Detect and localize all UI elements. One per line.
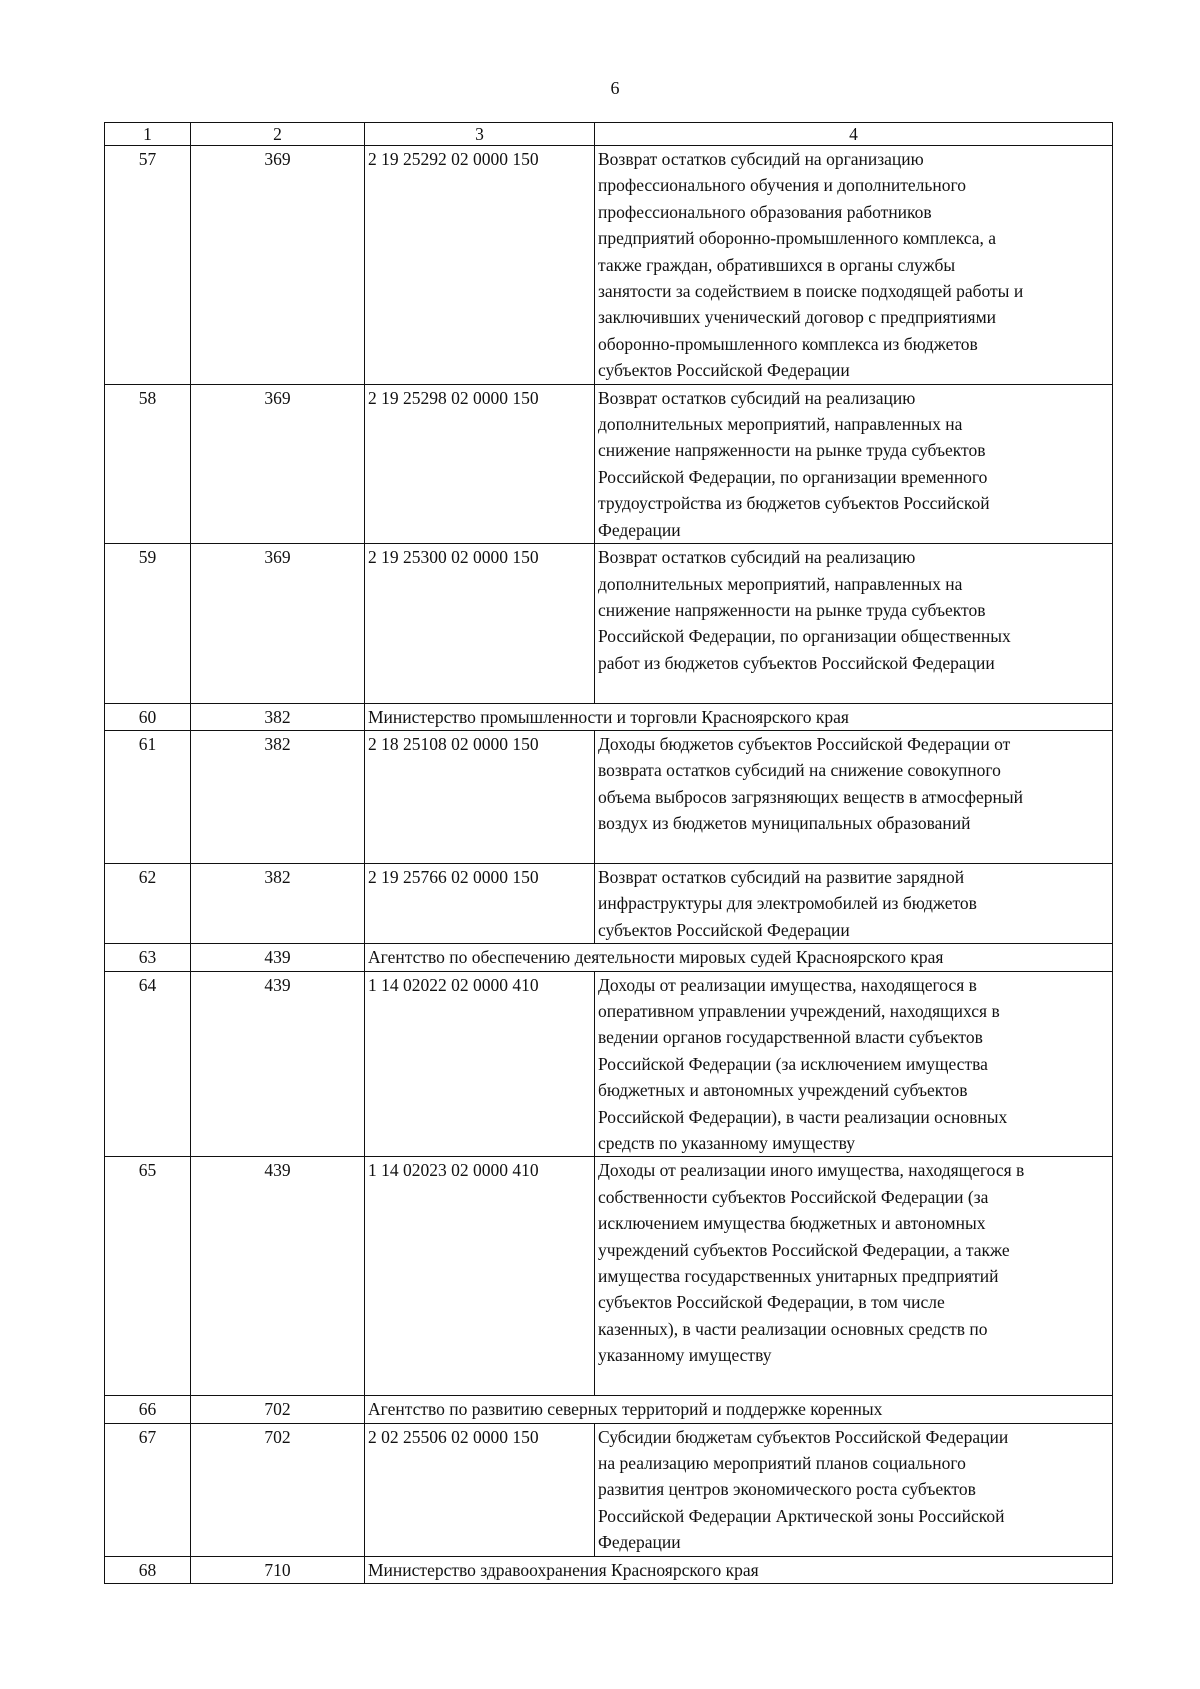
column-header-2: 2 (191, 123, 365, 146)
description-line: Возврат остатков субсидий на развитие зарядной (598, 866, 965, 887)
table-row (105, 703, 1113, 730)
revenue-description (595, 146, 1113, 385)
administrator-code: 702 (191, 1396, 365, 1423)
row-number: 64 (105, 971, 191, 1157)
description-line: Доходы от реализации иного имущества, находящегося в (598, 1160, 1025, 1181)
description-line: учреждений субъектов Российской Федерации, а также (598, 1239, 1010, 1260)
description-line: Российской Федерации (за исключением имущества (598, 1053, 988, 1074)
description-line: Возврат остатков субсидий на организацию (598, 149, 924, 169)
description-line: заключивших ученический договор с предприятиями (598, 307, 997, 328)
administrator-name: Агентство по обеспечению деятельности мировых судей Красноярского края (365, 944, 1113, 971)
description-line (598, 837, 1109, 863)
table-row (105, 384, 1113, 543)
table-row (105, 146, 1113, 385)
description-line: объема выбросов загрязняющих веществ в атмосферный (598, 786, 1024, 807)
description-line: инфраструктуры для электромобилей из бюджетов (598, 893, 977, 914)
description-line: воздух из бюджетов муниципальных образований (598, 813, 971, 834)
revenue-description (595, 971, 1113, 1157)
description-line: Федерации (598, 519, 681, 540)
row-number: 63 (105, 944, 191, 971)
description-line: профессионального обучения и дополнительного (598, 175, 966, 196)
description-line: работ из бюджетов субъектов Российской Федерации (598, 652, 995, 673)
budget-classification-code: 2 19 25292 02 0000 150 (365, 146, 595, 385)
description-line: Субсидии бюджетам субъектов Российской Федерации (598, 1426, 1009, 1447)
description-line: Российской Федерации), в части реализации основных (598, 1106, 1008, 1127)
revenue-codes-table (104, 122, 1113, 1584)
column-header-1: 1 (105, 123, 191, 146)
description-line: ведении органов государственной власти субъектов (598, 1027, 983, 1048)
description-line: развития центров экономического роста субъектов (598, 1479, 976, 1500)
page-number: 6 (610, 78, 620, 98)
revenue-description (595, 730, 1113, 863)
table-row (105, 863, 1113, 943)
description-line: казенных), в части реализации основных средств по (598, 1318, 988, 1339)
description-line: дополнительных мероприятий, направленных на (598, 573, 963, 594)
description-line: собственности субъектов Российской Федерации (за (598, 1186, 989, 1207)
revenue-description (595, 1157, 1113, 1396)
administrator-code: 439 (191, 1157, 365, 1396)
revenue-description (595, 544, 1113, 703)
administrator-code: 439 (191, 944, 365, 971)
description-line: указанному имуществу (598, 1345, 772, 1366)
description-line: Возврат остатков субсидий на реализацию (598, 387, 916, 408)
table-row (105, 1556, 1113, 1583)
budget-classification-code: 2 19 25766 02 0000 150 (365, 863, 595, 943)
description-line: возврата остатков субсидий на снижение совокупного (598, 760, 1001, 781)
description-line: Российской Федерации, по организации общественных (598, 626, 1011, 647)
administrator-code: 382 (191, 703, 365, 730)
row-number: 62 (105, 863, 191, 943)
column-header-3: 3 (365, 123, 595, 146)
budget-classification-code: 1 14 02022 02 0000 410 (365, 971, 595, 1157)
description-line: предприятий оборонно-промышленного комплекса, а (598, 228, 997, 249)
administrator-code: 702 (191, 1423, 365, 1556)
description-line: профессионального образования работников (598, 201, 932, 222)
description-line: субъектов Российской Федерации (598, 919, 850, 940)
table-row (105, 544, 1113, 703)
administrator-code: 369 (191, 146, 365, 385)
column-header-4: 4 (595, 123, 1113, 146)
table-header-row (105, 123, 1113, 146)
row-number: 67 (105, 1423, 191, 1556)
description-line: исключением имущества бюджетных и автономных (598, 1213, 986, 1234)
administrator-code: 369 (191, 544, 365, 703)
budget-classification-code: 2 19 25300 02 0000 150 (365, 544, 595, 703)
administrator-code: 710 (191, 1556, 365, 1583)
description-line: Федерации (598, 1532, 681, 1553)
description-line: снижение напряженности на рынке труда субъектов (598, 440, 986, 461)
row-number: 58 (105, 384, 191, 543)
table-row (105, 1396, 1113, 1423)
table-row (105, 1157, 1113, 1396)
administrator-code: 382 (191, 730, 365, 863)
administrator-name: Агентство по развитию северных территорий и поддержке коренных (365, 1396, 1113, 1423)
row-number: 66 (105, 1396, 191, 1423)
administrator-name: Министерство промышленности и торговли Красноярского края (365, 703, 1113, 730)
row-number: 65 (105, 1157, 191, 1396)
budget-classification-code: 2 02 25506 02 0000 150 (365, 1423, 595, 1556)
administrator-code: 439 (191, 971, 365, 1157)
description-line: занятости за содействием в поиске подходящей работы и (598, 281, 1024, 302)
table-row (105, 944, 1113, 971)
description-line: имущества государственных унитарных предприятий (598, 1266, 999, 1287)
row-number: 61 (105, 730, 191, 863)
description-line: Российской Федерации, по организации временного (598, 466, 988, 487)
revenue-description (595, 384, 1113, 543)
description-line: на реализацию мероприятий планов социального (598, 1452, 966, 1473)
row-number: 68 (105, 1556, 191, 1583)
administrator-code: 369 (191, 384, 365, 543)
description-line: снижение напряженности на рынке труда субъектов (598, 599, 986, 620)
description-line: Доходы от реализации имущества, находящегося в (598, 974, 977, 995)
description-line (598, 1369, 1109, 1395)
description-line: бюджетных и автономных учреждений субъектов (598, 1080, 968, 1101)
table-row (105, 1423, 1113, 1556)
description-line: также граждан, обратившихся в органы службы (598, 254, 956, 275)
budget-classification-code: 2 18 25108 02 0000 150 (365, 730, 595, 863)
administrator-name: Министерство здравоохранения Красноярского края (365, 1556, 1113, 1583)
description-line: Российской Федерации Арктической зоны Российской (598, 1505, 1005, 1526)
description-line: дополнительных мероприятий, направленных на (598, 414, 963, 435)
budget-classification-code: 1 14 02023 02 0000 410 (365, 1157, 595, 1396)
row-number: 60 (105, 703, 191, 730)
description-line: Возврат остатков субсидий на реализацию (598, 547, 916, 568)
revenue-description (595, 863, 1113, 943)
administrator-code: 382 (191, 863, 365, 943)
description-line: средств по указанному имуществу (598, 1133, 855, 1154)
table-row (105, 730, 1113, 863)
row-number: 59 (105, 544, 191, 703)
description-line: субъектов Российской Федерации (598, 360, 850, 381)
budget-classification-code: 2 19 25298 02 0000 150 (365, 384, 595, 543)
description-line: Доходы бюджетов субъектов Российской Федерации от (598, 733, 1011, 754)
revenue-description (595, 1423, 1113, 1556)
table-body (105, 146, 1113, 1584)
description-line: субъектов Российской Федерации, в том числе (598, 1292, 945, 1313)
description-line: оперативном управлении учреждений, находящихся в (598, 1001, 1000, 1021)
description-line: трудоустройства из бюджетов субъектов Российской (598, 493, 990, 514)
description-line: оборонно-промышленного комплекса из бюджетов (598, 333, 978, 354)
description-line (598, 676, 1109, 702)
table-row (105, 971, 1113, 1157)
row-number: 57 (105, 146, 191, 385)
